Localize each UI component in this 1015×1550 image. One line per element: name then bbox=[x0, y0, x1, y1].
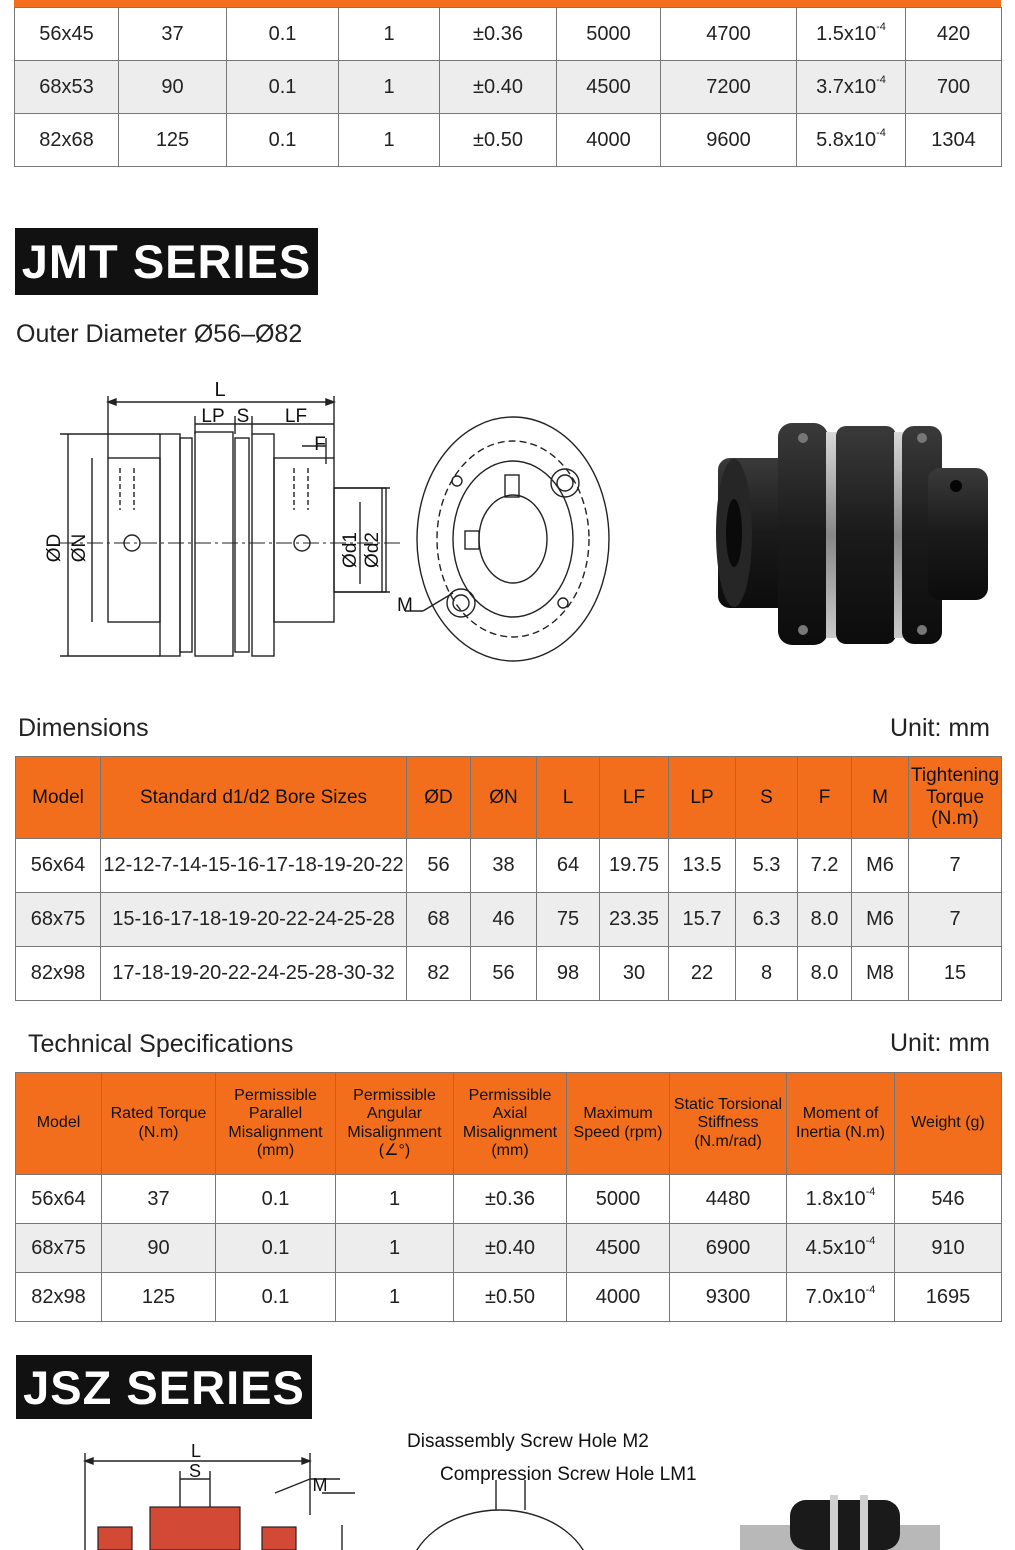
table-row bbox=[15, 8, 1002, 61]
specs-unit: Unit: mm bbox=[890, 1029, 990, 1057]
table-cell: 82x98 bbox=[16, 947, 101, 1001]
table-cell: 5000 bbox=[567, 1175, 670, 1224]
inertia-exponent: -4 bbox=[876, 73, 886, 86]
top-spec-table bbox=[14, 7, 1002, 167]
table-cell: 0.1 bbox=[216, 1273, 336, 1322]
inertia-value: 7.0x10 bbox=[805, 1285, 866, 1308]
table-cell: 0.1 bbox=[216, 1224, 336, 1273]
dimensions-unit: Unit: mm bbox=[890, 714, 990, 742]
inertia-value: 5.8x10 bbox=[816, 128, 877, 151]
column-header: Model bbox=[16, 757, 101, 839]
table-cell: 5000 bbox=[557, 8, 661, 61]
table-cell: 90 bbox=[119, 61, 227, 114]
table-row bbox=[16, 947, 1002, 1001]
table-cell: 56x64 bbox=[16, 839, 101, 893]
column-header: Permissible Angular Misalignment (∠°) bbox=[336, 1073, 454, 1175]
table-cell: 0.1 bbox=[227, 61, 339, 114]
jsz-front-drawing bbox=[400, 1480, 600, 1550]
inertia-exponent: -4 bbox=[876, 20, 886, 33]
table-cell: 700 bbox=[906, 61, 1002, 114]
table-cell: 15.7 bbox=[669, 893, 736, 947]
inertia-cell bbox=[787, 1273, 895, 1322]
table-cell: ±0.40 bbox=[454, 1224, 567, 1273]
jsz-dim-M-label: M bbox=[312, 1475, 328, 1495]
table-cell: 68x53 bbox=[15, 61, 119, 114]
table-row bbox=[16, 1224, 1002, 1273]
table-row bbox=[16, 893, 1002, 947]
dim-D-label: ØD bbox=[44, 533, 65, 563]
table-cell: 1 bbox=[336, 1175, 454, 1224]
table-cell: 4500 bbox=[557, 61, 661, 114]
table-row bbox=[15, 61, 1002, 114]
table-cell: 19.75 bbox=[600, 839, 669, 893]
table-cell: 1695 bbox=[895, 1273, 1002, 1322]
table-cell: 68x75 bbox=[16, 893, 101, 947]
jmt-product-photo bbox=[708, 418, 998, 658]
table-cell: 13.5 bbox=[669, 839, 736, 893]
callout-compression-screw-hole: Compression Screw Hole LM1 bbox=[440, 1464, 697, 1485]
table-row bbox=[16, 1175, 1002, 1224]
jsz-series-banner: JSZ SERIES bbox=[16, 1355, 312, 1419]
table-cell: 4000 bbox=[557, 114, 661, 167]
top-table-header-strip bbox=[14, 0, 1001, 7]
inertia-value: 1.5x10 bbox=[816, 22, 877, 45]
table-cell: 82x68 bbox=[15, 114, 119, 167]
inertia-value: 1.8x10 bbox=[805, 1187, 866, 1210]
table-cell: ±0.50 bbox=[454, 1273, 567, 1322]
dimensions-title: Dimensions bbox=[18, 714, 149, 742]
inertia-cell bbox=[797, 8, 906, 61]
table-cell: 98 bbox=[537, 947, 600, 1001]
table-cell: 420 bbox=[906, 8, 1002, 61]
table-cell: 1 bbox=[339, 114, 440, 167]
table-cell: 1304 bbox=[906, 114, 1002, 167]
dim-LF-label: LF bbox=[284, 406, 308, 427]
column-header: Model bbox=[16, 1073, 102, 1175]
table-cell: 0.1 bbox=[227, 114, 339, 167]
table-cell: 4700 bbox=[661, 8, 797, 61]
specs-table bbox=[15, 1072, 1002, 1322]
table-cell: 6.3 bbox=[736, 893, 798, 947]
dim-F-label: F bbox=[314, 434, 326, 455]
table-cell: 546 bbox=[895, 1175, 1002, 1224]
jmt-side-drawing bbox=[30, 378, 430, 668]
jsz-product-photo bbox=[720, 1495, 960, 1550]
table-cell: 56 bbox=[407, 839, 471, 893]
jmt-subtitle: Outer Diameter Ø56–Ø82 bbox=[16, 320, 303, 348]
table-cell: 22 bbox=[669, 947, 736, 1001]
column-header: Weight (g) bbox=[895, 1073, 1002, 1175]
table-cell: 15-16-17-18-19-20-22-24-25-28 bbox=[101, 893, 407, 947]
table-cell: 56x64 bbox=[16, 1175, 102, 1224]
table-cell: 82 bbox=[407, 947, 471, 1001]
table-cell: 56 bbox=[471, 947, 537, 1001]
table-cell: 910 bbox=[895, 1224, 1002, 1273]
column-header: L bbox=[537, 757, 600, 839]
table-cell: M6 bbox=[852, 839, 909, 893]
table-cell: 1 bbox=[336, 1273, 454, 1322]
dim-S-label: S bbox=[236, 406, 250, 427]
table-cell: 38 bbox=[471, 839, 537, 893]
table-cell: 7 bbox=[909, 893, 1002, 947]
dim-LP-label: LP bbox=[201, 406, 225, 427]
jsz-dim-S-label: S bbox=[188, 1461, 202, 1481]
table-cell: 0.1 bbox=[227, 8, 339, 61]
jsz-side-drawing bbox=[70, 1435, 370, 1550]
inertia-cell bbox=[787, 1224, 895, 1273]
specs-title: Technical Specifications bbox=[28, 1030, 294, 1058]
table-cell: 17-18-19-20-22-24-25-28-30-32 bbox=[101, 947, 407, 1001]
inertia-exponent: -4 bbox=[876, 126, 886, 139]
column-header: Rated Torque (N.m) bbox=[102, 1073, 216, 1175]
column-header: Tightening Torque (N.m) bbox=[909, 757, 1002, 839]
inertia-exponent: -4 bbox=[865, 1234, 876, 1247]
table-cell: 90 bbox=[102, 1224, 216, 1273]
table-cell: 7.2 bbox=[798, 839, 852, 893]
table-cell: 1 bbox=[339, 61, 440, 114]
inertia-exponent: -4 bbox=[865, 1185, 876, 1198]
table-cell: 82x98 bbox=[16, 1273, 102, 1322]
column-header: S bbox=[736, 757, 798, 839]
table-cell: 4000 bbox=[567, 1273, 670, 1322]
callout-disassembly-screw-hole: Disassembly Screw Hole M2 bbox=[407, 1431, 649, 1452]
table-cell: 46 bbox=[471, 893, 537, 947]
jsz-dim-L-label: L bbox=[190, 1441, 202, 1461]
table-cell: ±0.36 bbox=[454, 1175, 567, 1224]
table-cell: 9300 bbox=[670, 1273, 787, 1322]
table-cell: 30 bbox=[600, 947, 669, 1001]
table-cell: M8 bbox=[852, 947, 909, 1001]
column-header: ØD bbox=[407, 757, 471, 839]
column-header: LP bbox=[669, 757, 736, 839]
table-cell: 1 bbox=[336, 1224, 454, 1273]
table-cell: ±0.40 bbox=[440, 61, 557, 114]
column-header: M bbox=[852, 757, 909, 839]
dim-M-label: M bbox=[397, 595, 413, 616]
inertia-value: 4.5x10 bbox=[805, 1236, 866, 1259]
jmt-front-drawing bbox=[395, 405, 610, 675]
column-header: Maximum Speed (rpm) bbox=[567, 1073, 670, 1175]
inertia-cell bbox=[797, 61, 906, 114]
table-cell: 5.3 bbox=[736, 839, 798, 893]
jmt-series-banner: JMT SERIES bbox=[15, 228, 318, 295]
table-cell: 15 bbox=[909, 947, 1002, 1001]
table-row bbox=[16, 1273, 1002, 1322]
table-row bbox=[15, 114, 1002, 167]
table-cell: 37 bbox=[119, 8, 227, 61]
table-cell: 23.35 bbox=[600, 893, 669, 947]
column-header: Standard d1/d2 Bore Sizes bbox=[101, 757, 407, 839]
table-cell: 56x45 bbox=[15, 8, 119, 61]
table-row bbox=[16, 839, 1002, 893]
table-cell: 6900 bbox=[670, 1224, 787, 1273]
column-header: F bbox=[798, 757, 852, 839]
column-header: ØN bbox=[471, 757, 537, 839]
column-header: Permissible Parallel Misalignment (mm) bbox=[216, 1073, 336, 1175]
table-cell: 64 bbox=[537, 839, 600, 893]
table-cell: M6 bbox=[852, 893, 909, 947]
inertia-cell bbox=[787, 1175, 895, 1224]
column-header: LF bbox=[600, 757, 669, 839]
table-cell: 75 bbox=[537, 893, 600, 947]
column-header: Permissible Axial Misalignment (mm) bbox=[454, 1073, 567, 1175]
table-cell: 7200 bbox=[661, 61, 797, 114]
column-header: Static Torsional Stiffness (N.m/rad) bbox=[670, 1073, 787, 1175]
table-cell: 8 bbox=[736, 947, 798, 1001]
dim-d1-label: Ød1 bbox=[340, 532, 361, 568]
table-cell: 37 bbox=[102, 1175, 216, 1224]
table-cell: ±0.36 bbox=[440, 8, 557, 61]
table-cell: 4480 bbox=[670, 1175, 787, 1224]
table-cell: 125 bbox=[119, 114, 227, 167]
table-cell: 0.1 bbox=[216, 1175, 336, 1224]
table-cell: 68x75 bbox=[16, 1224, 102, 1273]
column-header: Moment of Inertia (N.m) bbox=[787, 1073, 895, 1175]
table-cell: 1 bbox=[339, 8, 440, 61]
inertia-cell bbox=[797, 114, 906, 167]
table-cell: 68 bbox=[407, 893, 471, 947]
table-cell: 12-12-7-14-15-16-17-18-19-20-22 bbox=[101, 839, 407, 893]
table-cell: 8.0 bbox=[798, 893, 852, 947]
inertia-value: 3.7x10 bbox=[816, 75, 877, 98]
table-cell: 7 bbox=[909, 839, 1002, 893]
table-cell: 8.0 bbox=[798, 947, 852, 1001]
inertia-exponent: -4 bbox=[865, 1283, 876, 1296]
dimensions-table bbox=[15, 756, 1002, 1001]
table-cell: 4500 bbox=[567, 1224, 670, 1273]
dim-N-label: ØN bbox=[69, 533, 90, 563]
dim-L-label: L bbox=[214, 379, 226, 401]
table-cell: 125 bbox=[102, 1273, 216, 1322]
table-cell: ±0.50 bbox=[440, 114, 557, 167]
dim-d2-label: Ød2 bbox=[362, 532, 383, 568]
table-cell: 9600 bbox=[661, 114, 797, 167]
